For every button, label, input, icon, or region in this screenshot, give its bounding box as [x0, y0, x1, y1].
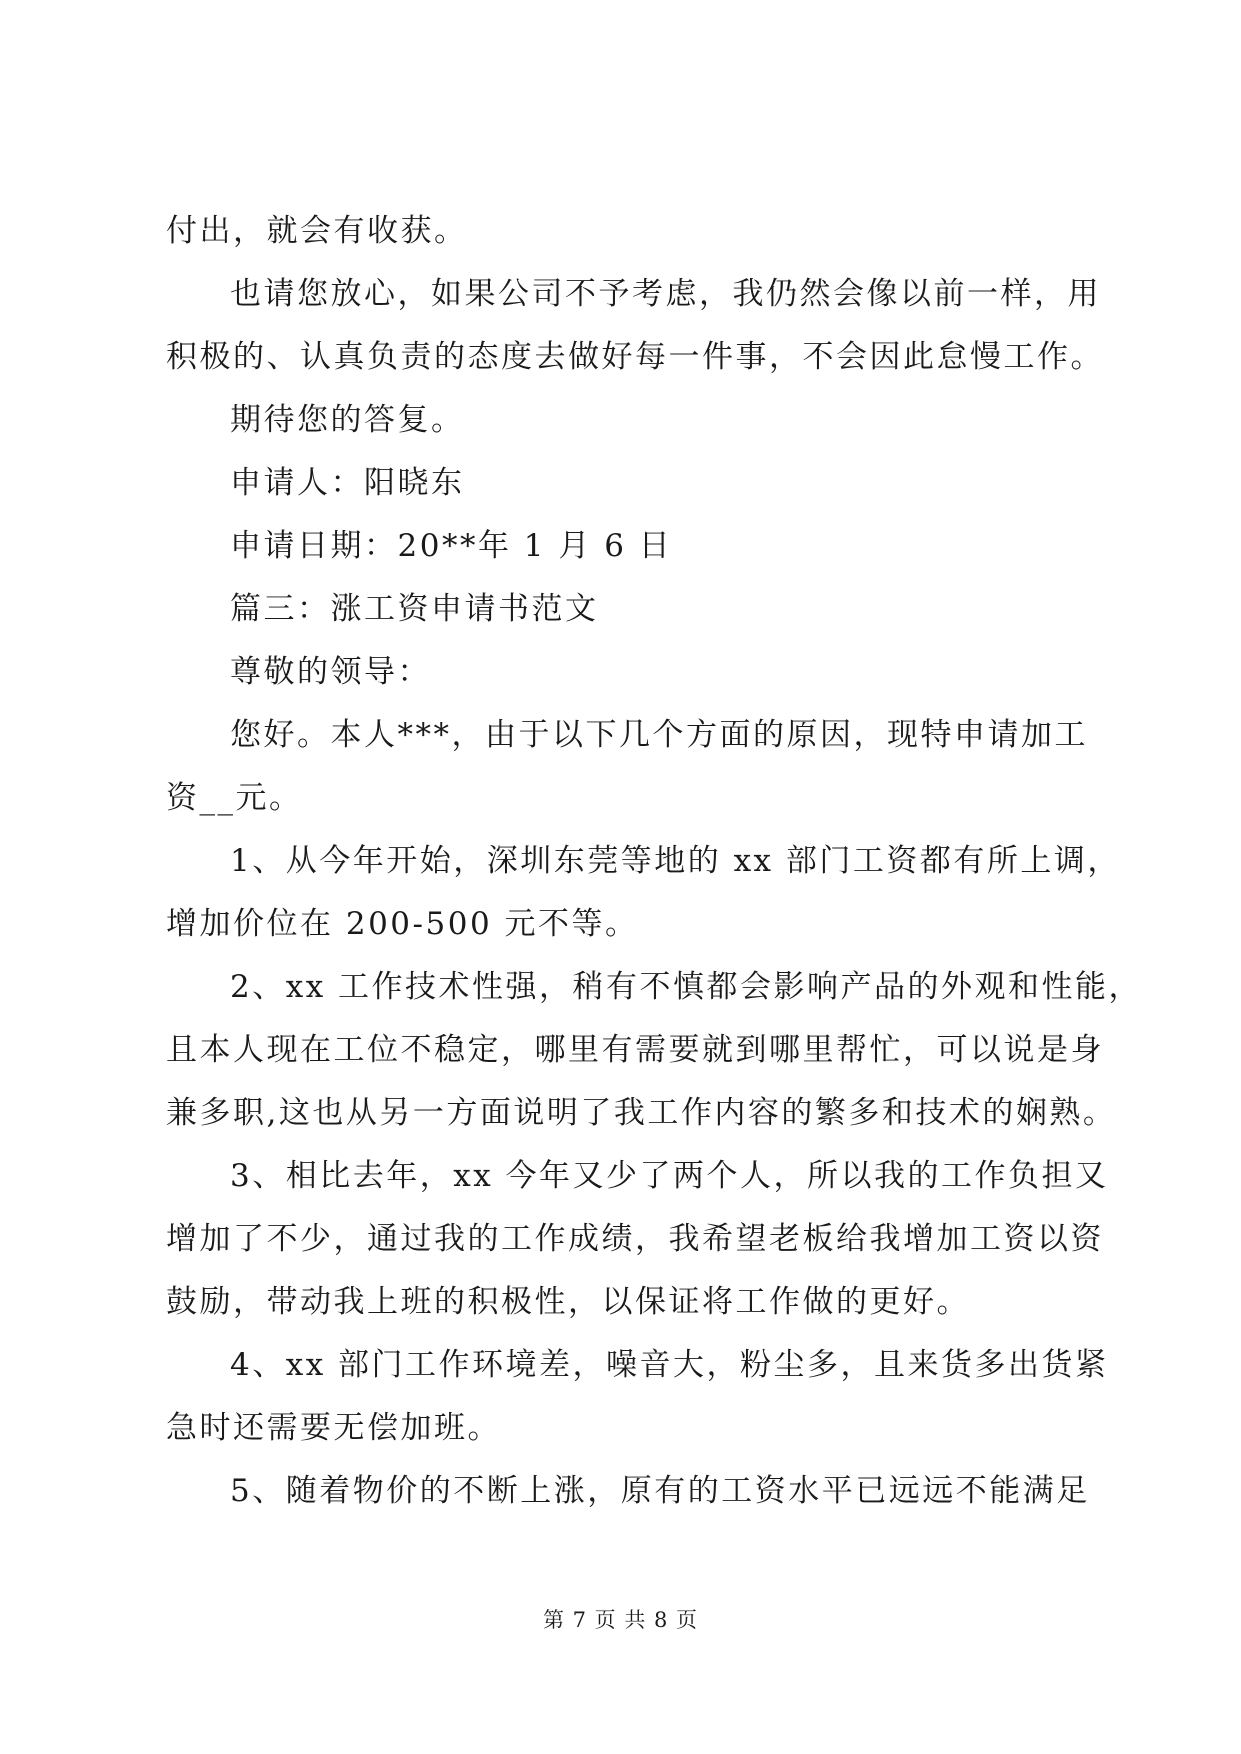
text-line: 付出，就会有收获。 — [166, 213, 468, 249]
text-line: 且本人现在工位不稳定，哪里有需要就到哪里帮忙，可以说是身 — [166, 1032, 1104, 1068]
application-date-line: 申请日期：20**年 1 月 6 日 — [230, 528, 673, 564]
text-line: 积极的、认真负责的态度去做好每一件事，不会因此怠慢工作。 — [166, 339, 1104, 375]
text-line: 资__元。 — [166, 780, 303, 816]
document-body — [166, 200, 1143, 1523]
text-line: 您好。本人***，由于以下几个方面的原因，现特申请加工 — [230, 717, 1088, 753]
text-line: 急时还需要无偿加班。 — [166, 1410, 501, 1446]
text-line: 期待您的答复。 — [230, 402, 465, 438]
text-line: 增加价位在 200-500 元不等。 — [166, 906, 639, 942]
text-line: 5、随着物价的不断上涨，原有的工资水平已远远不能满足 — [230, 1473, 1090, 1509]
text-line: 增加了不少，通过我的工作成绩，我希望老板给我增加工资以资 — [166, 1221, 1104, 1257]
text-line: 1、从今年开始，深圳东莞等地的 xx 部门工资都有所上调， — [230, 843, 1121, 879]
text-line: 3、相比去年，xx 今年又少了两个人，所以我的工作负担又 — [230, 1158, 1109, 1194]
section-heading: 篇三：涨工资申请书范文 — [230, 591, 599, 627]
text-line: 也请您放心，如果公司不予考虑，我仍然会像以前一样，用 — [230, 276, 1101, 312]
text-line: 4、xx 部门工作环境差，噪音大，粉尘多，且来货多出货紧 — [230, 1347, 1109, 1383]
applicant-line: 申请人：阳晓东 — [230, 465, 465, 501]
page-number-footer: 第 7 页 共 8 页 — [542, 1608, 699, 1632]
salutation: 尊敬的领导： — [230, 654, 431, 690]
text-line: 2、xx 工作技术性强，稍有不慎都会影响产品的外观和性能， — [230, 969, 1143, 1005]
text-line: 兼多职,这也从另一方面说明了我工作内容的繁多和技术的娴熟。 — [166, 1095, 1117, 1131]
text-line: 鼓励，带动我上班的积极性，以保证将工作做的更好。 — [166, 1284, 970, 1320]
